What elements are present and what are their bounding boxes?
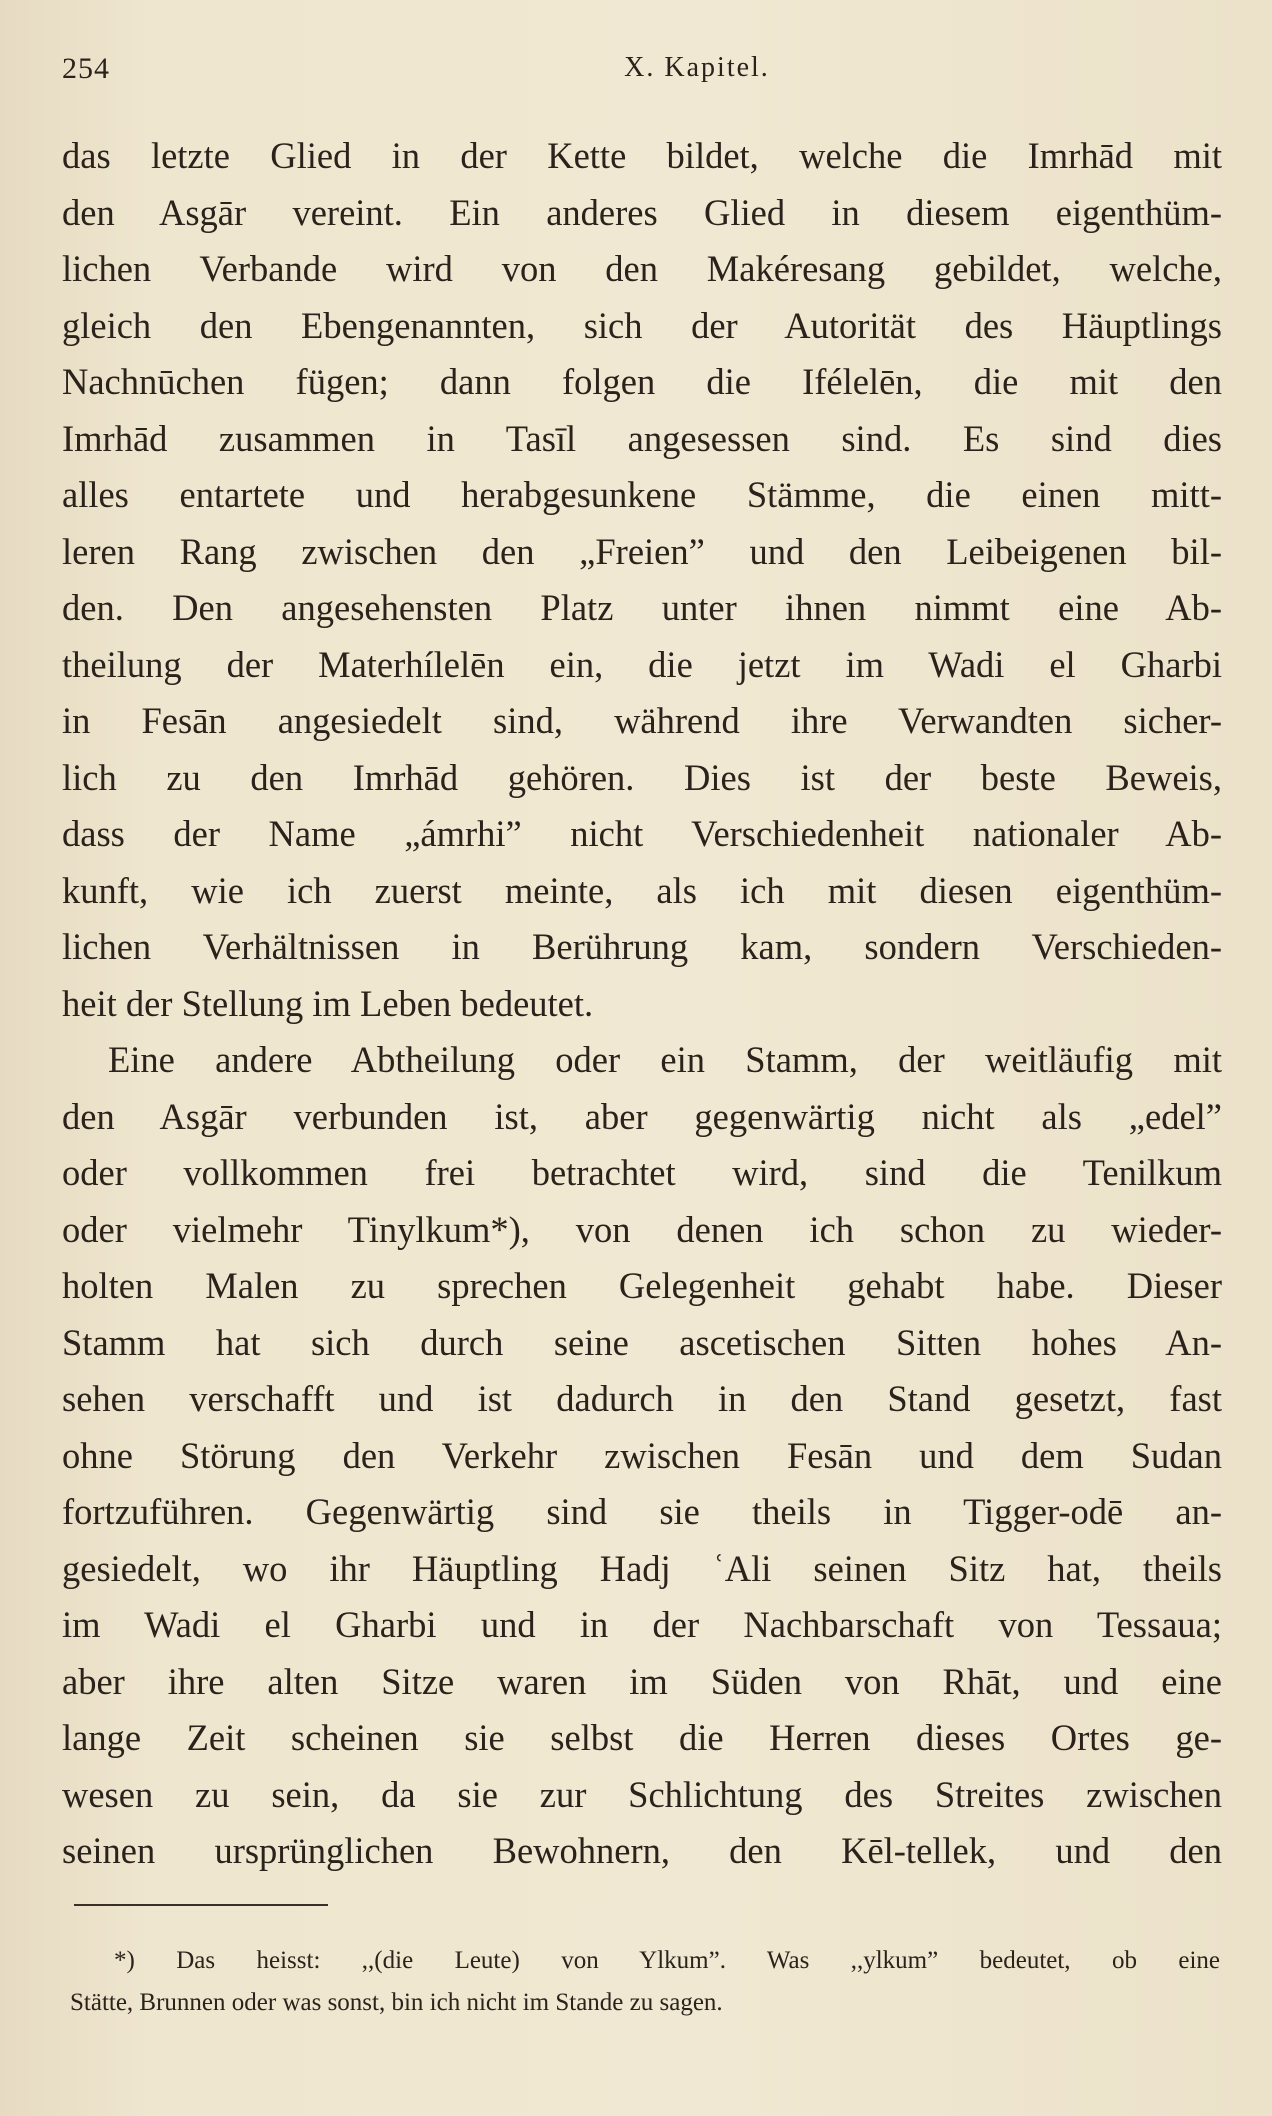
text-line: theilung der Materhílelēn ein, die jetzt im Wadi el Gharbi [62,643,1222,685]
text-line: lichen Verbande wird von den Makéresang gebildet, welche, [62,248,1222,289]
paragraph [62,128,1222,1032]
text-line: holten Malen zu sprechen Gelegenheit gehabt habe. Dieser [62,1265,1222,1306]
text-line: gleich den Ebengenannten, sich der Autorität des Häuptlings [62,304,1222,346]
text-line: Nachnūchen fügen; dann folgen die Ifélelēn, die mit den [62,361,1222,402]
text-line: dass der Name „ámrhi” nicht Verschiedenheit nationaler Ab- [62,813,1222,854]
footnote-line: Stätte, Brunnen oder was sonst, bin ich nicht im Stande zu sagen. [70,1989,723,2016]
text-line: den Asgār verbunden ist, aber gegenwärtig nicht als „edel” [62,1095,1222,1137]
text-line: lich zu den Imrhād gehören. Dies ist der beste Beweis, [62,756,1222,798]
footnote-divider [74,1904,328,1906]
text-line: ohne Störung den Verkehr zwischen Fesān und dem Sudan [62,1434,1222,1476]
paragraph [62,1032,1222,1880]
text-line: das letzte Glied in der Kette bildet, welche die Imrhād mit [62,135,1222,176]
text-line: lange Zeit scheinen sie selbst die Herren dieses Ortes ge- [62,1717,1222,1758]
text-line: alles entartete und herabgesunkene Stämme, die einen mitt- [62,474,1222,515]
text-line: fortzuführen. Gegenwärtig sind sie theils in Tigger-odē an- [62,1491,1222,1532]
text-line: den Asgār vereint. Ein anderes Glied in diesem eigenthüm- [62,191,1222,233]
text-line: aber ihre alten Sitze waren im Süden von Rhāt, und eine [62,1660,1222,1702]
text-line: kunft, wie ich zuerst meinte, als ich mit diesen eigenthüm- [62,869,1222,911]
page-number: 254 [62,52,110,85]
text-line: seinen ursprünglichen Bewohnern, den Kēl-tellek, und den [62,1830,1222,1871]
text-line: oder vielmehr Tinylkum*), von denen ich schon zu wieder- [62,1208,1222,1250]
text-line: Stamm hat sich durch seine ascetischen Sitten hohes An- [62,1321,1222,1363]
text-line: oder vollkommen frei betrachtet wird, sind die Tenilkum [62,1152,1222,1193]
text-line: sehen verschafft und ist dadurch in den Stand gesetzt, fast [62,1378,1222,1419]
chapter-title: X. Kapitel. [624,52,770,83]
text-line: den. Den angesehensten Platz unter ihnen nimmt eine Ab- [62,587,1222,628]
body-text [62,128,1222,1880]
text-line: in Fesān angesiedelt sind, während ihre Verwandten sicher- [62,700,1222,741]
text-line: lichen Verhältnissen in Berührung kam, sondern Verschieden- [62,926,1222,967]
text-line: leren Rang zwischen den „Freien” und den Leibeigenen bil- [62,530,1222,572]
text-line: wesen zu sein, da sie zur Schlichtung des Streites zwischen [62,1773,1222,1815]
text-line: gesiedelt, wo ihr Häuptling Hadj ʿAli seinen Sitz hat, theils [62,1547,1222,1589]
text-line: Eine andere Abtheilung oder ein Stamm, der weitläufig mit [108,1039,1222,1080]
running-header [62,52,1222,102]
text-line: im Wadi el Gharbi und in der Nachbarschaft von Tessaua; [62,1604,1222,1645]
footnote [70,1940,1220,2024]
text-line: Imrhād zusammen in Tasīl angesessen sind. Es sind dies [62,417,1222,459]
text-line: heit der Stellung im Leben bedeutet. [62,982,594,1024]
footnote-line: *) Das heisst: ,,(die Leute) von Ylkum”. Was ,,ylkum” bedeutet, ob eine [114,1947,1220,1974]
